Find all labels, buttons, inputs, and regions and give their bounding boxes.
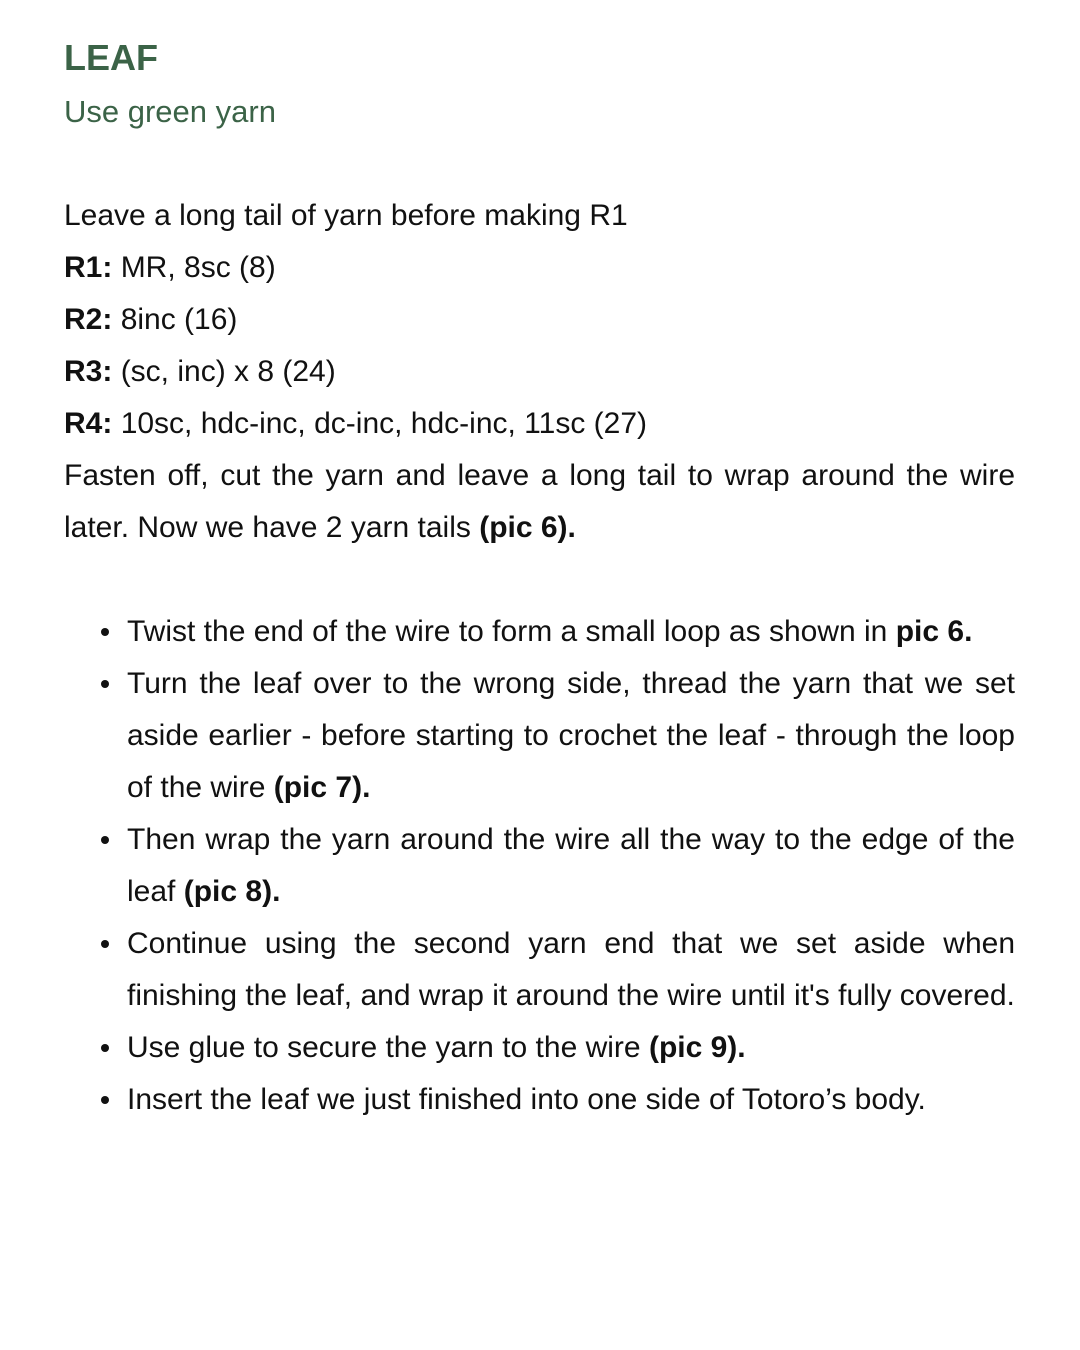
- steps-list: [64, 606, 1015, 1126]
- list-item: [64, 814, 1015, 918]
- row-text: 10sc, hdc-inc, dc-inc, hdc-inc, 11sc (27): [120, 407, 648, 440]
- section-subtitle: Use green yarn: [64, 94, 276, 129]
- step-text: Use glue to secure the yarn to the wire: [127, 1031, 649, 1064]
- intro-note: Leave a long tail of yarn before making R1: [64, 199, 628, 232]
- row-instruction: [64, 346, 1015, 398]
- step-text: Twist the end of the wire to form a small loop as shown in: [127, 615, 896, 648]
- step-text: Then wrap the yarn around the wire all the way to the edge of the leaf: [127, 823, 1015, 908]
- pic-reference: (pic 6).: [479, 511, 576, 544]
- list-item: [64, 658, 1015, 814]
- bullet-icon: [101, 836, 109, 844]
- bullet-icon: [101, 940, 109, 948]
- bullet-icon: [101, 680, 109, 688]
- section-title: LEAF: [64, 37, 158, 78]
- step-text: Turn the leaf over to the wrong side, thread the yarn that we set aside earlier - before starting to crochet the leaf - through the loop of the wire: [127, 667, 1015, 804]
- row-label: R4:: [64, 407, 113, 440]
- list-item: [64, 918, 1015, 1022]
- step-text: Insert the leaf we just finished into one side of Totoro’s body.: [127, 1083, 926, 1116]
- row-instruction: [64, 242, 1015, 294]
- pic-reference: pic 6.: [895, 615, 973, 648]
- pattern-page: [64, 30, 1015, 1126]
- row-text: MR, 8sc (8): [120, 251, 276, 284]
- fasten-text: Fasten off, cut the yarn and leave a long tail to wrap around the wire later. Now we have 2 yarn tails: [64, 459, 1015, 544]
- pic-reference: (pic 8).: [183, 875, 281, 908]
- row-instruction: [64, 294, 1015, 346]
- pic-reference: (pic 7).: [273, 771, 371, 804]
- bullet-icon: [101, 1044, 109, 1052]
- row-label: R3:: [64, 355, 113, 388]
- list-item: [64, 1022, 1015, 1074]
- fasten-off-paragraph: [64, 450, 1015, 554]
- row-instruction: [64, 398, 1015, 450]
- list-item: [64, 1074, 1015, 1126]
- bullet-icon: [101, 1096, 109, 1104]
- list-item: [64, 606, 1015, 658]
- bullet-icon: [101, 628, 109, 636]
- pic-reference: (pic 9).: [648, 1031, 746, 1064]
- row-label: R1:: [64, 251, 113, 284]
- intro-block: [64, 190, 1015, 554]
- row-text: (sc, inc) x 8 (24): [120, 355, 336, 388]
- step-text: Continue using the second yarn end that we set aside when finishing the leaf, and wrap it around the wire until it's fully covered.: [127, 927, 1015, 1012]
- row-text: 8inc (16): [120, 303, 238, 336]
- row-label: R2:: [64, 303, 113, 336]
